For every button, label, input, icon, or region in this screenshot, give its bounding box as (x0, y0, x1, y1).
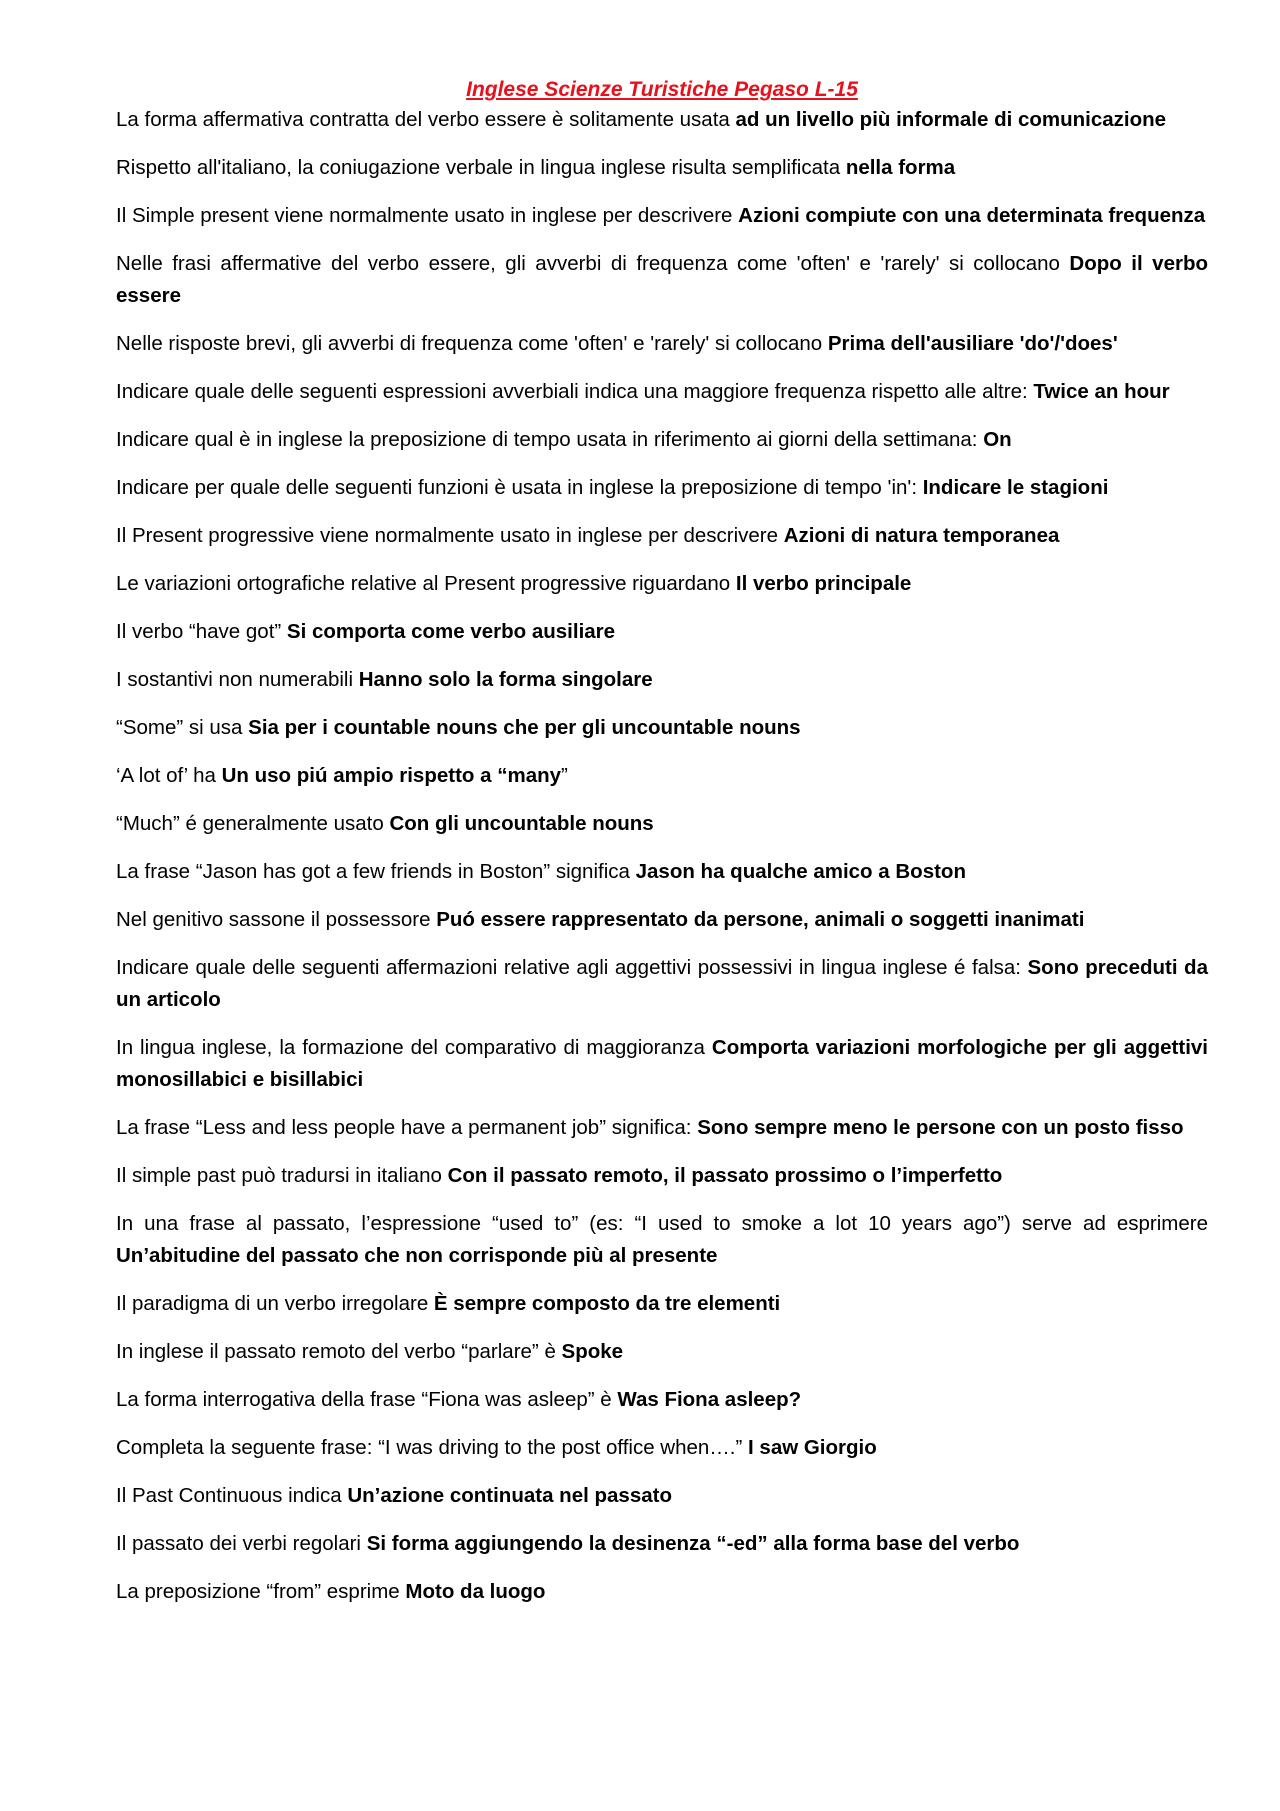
answer-text: Con gli uncountable nouns (389, 812, 654, 835)
answer-text: Was Fiona asleep? (617, 1388, 802, 1411)
qa-entry (116, 1432, 1208, 1464)
qa-entry (116, 1336, 1208, 1368)
qa-entry (116, 472, 1208, 504)
qa-entry (116, 248, 1208, 312)
answer-text: Azioni compiute con una determinata frequenza (738, 204, 1206, 227)
question-text: Completa la seguente frase: “I was driving to the post office when….” (116, 1436, 749, 1459)
answer-text: È sempre composto da tre elementi (433, 1292, 781, 1315)
answer-text: Un’azione continuata nel passato (347, 1484, 672, 1507)
question-text: Nelle frasi affermative del verbo essere, gli avverbi di frequenza come 'often' e 'rarely' si collocano (116, 252, 1070, 275)
qa-entry (116, 1480, 1208, 1512)
qa-entry (116, 808, 1208, 840)
question-text: Il passato dei verbi regolari (116, 1532, 367, 1555)
question-text: La frase “Less and less people have a permanent job” significa: (116, 1116, 698, 1139)
answer-text: Sono preceduti da un articolo (116, 956, 1208, 1011)
answer-text: Sia per i countable nouns che per gli uncountable nouns (248, 716, 801, 739)
question-text: La preposizione “from” esprime (116, 1580, 406, 1603)
question-text: Nelle risposte brevi, gli avverbi di frequenza come 'often' e 'rarely' si collocano (116, 332, 828, 355)
answer-text: Twice an hour (1033, 380, 1170, 403)
answer-text: Un uso piú ampio rispetto a “many (221, 764, 562, 787)
question-text: La frase “Jason has got a few friends in Boston” significa (116, 860, 636, 883)
answer-text: Sono sempre meno le persone con un posto fisso (697, 1116, 1184, 1139)
qa-entry (116, 520, 1208, 552)
qa-entry (116, 760, 1208, 792)
document-page (116, 76, 1208, 1624)
qa-entry (116, 856, 1208, 888)
answer-text: Moto da luogo (405, 1580, 546, 1603)
question-text: Rispetto all'italiano, la coniugazione verbale in lingua inglese risulta semplificata (116, 156, 846, 179)
answer-text: Comporta variazioni morfologiche per gli aggettivi monosillabici e bisillabici (116, 1036, 1208, 1091)
question-text: “Much” é generalmente usato (116, 812, 390, 835)
question-text: I sostantivi non numerabili (116, 668, 359, 691)
qa-entry (116, 568, 1208, 600)
question-text: Le variazioni ortografiche relative al Present progressive riguardano (116, 572, 736, 595)
answer-text: Dopo il verbo essere (116, 252, 1208, 307)
answer-text: Puó essere rappresentato da persone, animali o soggetti inanimati (436, 908, 1085, 931)
answer-text: Con il passato remoto, il passato prossimo o l’imperfetto (447, 1164, 1003, 1187)
answer-text: On (983, 428, 1012, 451)
question-text: Nel genitivo sassone il possessore (116, 908, 437, 931)
answer-tail-text: ” (561, 764, 568, 787)
answer-text: Jason ha qualche amico a Boston (635, 860, 966, 883)
answer-text: I saw Giorgio (748, 1436, 877, 1459)
question-text: La forma affermativa contratta del verbo essere è solitamente usata (116, 108, 736, 131)
qa-entry (116, 1208, 1208, 1272)
qa-entry (116, 200, 1208, 232)
qa-entry (116, 664, 1208, 696)
qa-entry (116, 376, 1208, 408)
qa-entry (116, 152, 1208, 184)
qa-entry (116, 328, 1208, 360)
question-answer-list (116, 104, 1208, 1608)
answer-text: Hanno solo la forma singolare (358, 668, 653, 691)
question-text: Indicare qual è in inglese la preposizione di tempo usata in riferimento ai giorni della settimana: (116, 428, 984, 451)
qa-entry (116, 1032, 1208, 1096)
question-text: In lingua inglese, la formazione del comparativo di maggioranza (116, 1036, 712, 1059)
question-text: Indicare per quale delle seguenti funzioni è usata in inglese la preposizione di tempo 'in': (116, 476, 923, 499)
answer-text: Spoke (561, 1340, 624, 1363)
answer-text: ad un livello più informale di comunicazione (735, 108, 1167, 131)
question-text: Il Simple present viene normalmente usato in inglese per descrivere (116, 204, 739, 227)
answer-text: Prima dell'ausiliare 'do'/'does' (827, 332, 1118, 355)
question-text: Il verbo “have got” (116, 620, 287, 643)
qa-entry (116, 1384, 1208, 1416)
question-text: Il paradigma di un verbo irregolare (116, 1292, 434, 1315)
qa-entry (116, 952, 1208, 1016)
qa-entry (116, 1160, 1208, 1192)
question-text: Indicare quale delle seguenti espressioni avverbiali indica una maggiore frequenza rispetto alle altre: (116, 380, 1034, 403)
question-text: ‘A lot of’ ha (116, 764, 222, 787)
answer-text: Azioni di natura temporanea (783, 524, 1060, 547)
question-text: In una frase al passato, l’espressione “used to” (es: “I used to smoke a lot 10 years ago”) serve ad esprimere (116, 1212, 1208, 1235)
qa-entry (116, 904, 1208, 936)
qa-entry (116, 424, 1208, 456)
answer-text: Il verbo principale (735, 572, 912, 595)
question-text: In inglese il passato remoto del verbo “parlare” è (116, 1340, 562, 1363)
qa-entry (116, 1112, 1208, 1144)
question-text: Il Past Continuous indica (116, 1484, 348, 1507)
answer-text: Si forma aggiungendo la desinenza “-ed” alla forma base del verbo (366, 1532, 1020, 1555)
question-text: “Some” si usa (116, 716, 249, 739)
answer-text: Indicare le stagioni (922, 476, 1109, 499)
answer-text: nella forma (845, 156, 956, 179)
qa-entry (116, 104, 1208, 136)
answer-text: Si comporta come verbo ausiliare (286, 620, 616, 643)
question-text: Il simple past può tradursi in italiano (116, 1164, 448, 1187)
qa-entry (116, 1288, 1208, 1320)
qa-entry (116, 1528, 1208, 1560)
question-text: Indicare quale delle seguenti affermazioni relative agli aggettivi possessivi in lingua inglese é falsa: (116, 956, 1028, 979)
document-title: Inglese Scienze Turistiche Pegaso L-15 (466, 78, 858, 101)
question-text: Il Present progressive viene normalmente usato in inglese per descrivere (116, 524, 784, 547)
qa-entry (116, 712, 1208, 744)
qa-entry (116, 616, 1208, 648)
question-text: La forma interrogativa della frase “Fiona was asleep” è (116, 1388, 618, 1411)
qa-entry (116, 1576, 1208, 1608)
answer-text: Un’abitudine del passato che non corrisponde più al presente (116, 1244, 718, 1267)
